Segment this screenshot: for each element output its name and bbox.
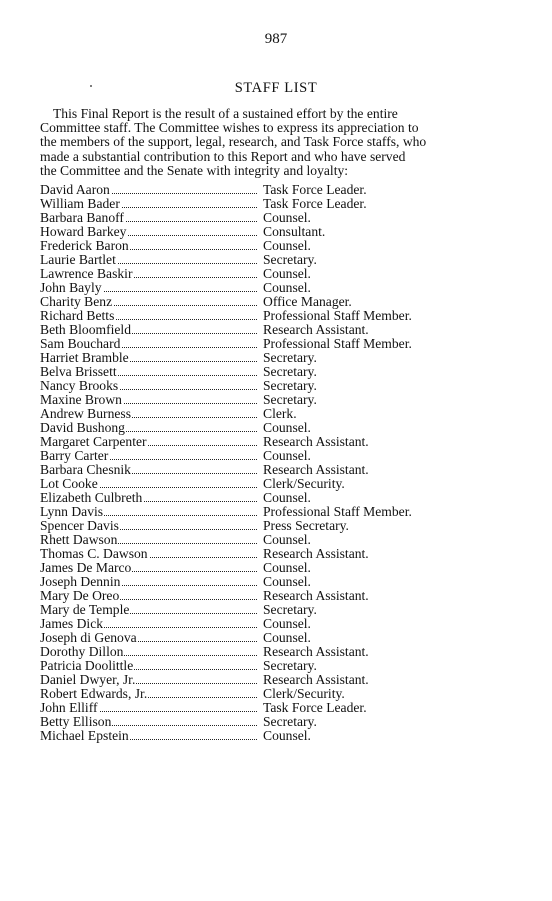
staff-row	[40, 225, 480, 239]
staff-role: Research Assistant.	[263, 462, 369, 477]
staff-name: Betty Ellison	[40, 714, 112, 729]
intro-line: made a substantial contribution to this Report and who have served	[40, 148, 406, 164]
staff-name: Frederick Baron	[40, 238, 129, 253]
staff-role: Counsel.	[263, 574, 311, 589]
staff-role: Counsel.	[263, 560, 311, 575]
staff-row	[40, 197, 480, 211]
staff-role: Research Assistant.	[263, 588, 369, 603]
staff-name: Lot Cooke	[40, 476, 98, 491]
staff-name: Daniel Dwyer, Jr.	[40, 672, 136, 687]
staff-name: Laurie Bartlet	[40, 252, 116, 267]
staff-row	[40, 351, 480, 365]
staff-role: Counsel.	[263, 728, 311, 743]
staff-row	[40, 323, 480, 337]
staff-role: Research Assistant.	[263, 644, 369, 659]
staff-row	[40, 295, 480, 309]
staff-name: Michael Epstein	[40, 728, 129, 743]
staff-role: Secretary.	[263, 364, 317, 379]
staff-row	[40, 491, 480, 505]
staff-role: Counsel.	[263, 490, 311, 505]
staff-role: Press Secretary.	[263, 518, 349, 533]
staff-name: Elizabeth Culbreth	[40, 490, 143, 505]
staff-role: Research Assistant.	[263, 546, 369, 561]
staff-role: Research Assistant.	[263, 672, 369, 687]
staff-role: Counsel.	[263, 280, 311, 295]
staff-row	[40, 715, 480, 729]
staff-role: Counsel.	[263, 630, 311, 645]
staff-name: Lynn Davis	[40, 504, 104, 519]
intro-line: This Final Report is the result of a sustained effort by the entire	[53, 106, 398, 121]
staff-role: Professional Staff Member.	[263, 308, 412, 323]
page-number: 987	[264, 31, 288, 47]
staff-row	[40, 435, 480, 449]
staff-name: John Bayly	[40, 280, 102, 295]
intro-line: the members of the support, legal, research, and Task Force staffs, who	[40, 134, 427, 150]
staff-role: Secretary.	[263, 602, 317, 617]
staff-name: James De Marco	[40, 560, 132, 575]
staff-row	[40, 533, 480, 547]
staff-role: Secretary.	[263, 658, 317, 673]
staff-role: Clerk.	[263, 406, 297, 421]
staff-name: Barry Carter	[40, 448, 109, 463]
staff-row	[40, 309, 480, 323]
staff-role: Consultant.	[263, 224, 326, 239]
staff-row	[40, 449, 480, 463]
intro-line: the Committee and the Senate with integrity and loyalty:	[40, 162, 349, 178]
staff-role: Secretary.	[263, 392, 317, 407]
staff-row	[40, 547, 480, 561]
staff-name: Howard Barkey	[40, 224, 127, 239]
staff-role: Secretary.	[263, 350, 317, 365]
staff-row	[40, 519, 480, 533]
staff-role: Secretary.	[263, 252, 317, 267]
staff-role: Task Force Leader.	[263, 182, 367, 197]
staff-name: Barbara Banoff	[40, 210, 124, 225]
staff-row	[40, 603, 480, 617]
staff-name: Margaret Carpenter	[40, 434, 147, 449]
staff-name: Robert Edwards, Jr.	[40, 686, 148, 701]
staff-row	[40, 239, 480, 253]
staff-row	[40, 701, 480, 715]
staff-role: Task Force Leader.	[263, 196, 367, 211]
staff-role: Counsel.	[263, 238, 311, 253]
staff-name: David Bushong	[40, 420, 125, 435]
intro-line: Committee staff. The Committee wishes to express its appreciation to	[40, 120, 419, 136]
staff-role: Counsel.	[263, 266, 311, 281]
staff-name: Joseph di Genova	[40, 630, 137, 645]
staff-name: Dorothy Dillon	[40, 644, 124, 659]
staff-row	[40, 393, 480, 407]
staff-name: John Elliff	[40, 700, 98, 715]
staff-name: Rhett Dawson	[40, 532, 118, 547]
staff-row	[40, 407, 480, 421]
staff-role: Office Manager.	[263, 294, 352, 309]
staff-name: Belva Brissett	[40, 364, 117, 379]
staff-row	[40, 575, 480, 589]
staff-role: Research Assistant.	[263, 434, 369, 449]
staff-name: Richard Betts	[40, 308, 115, 323]
staff-name: Beth Bloomfield	[40, 322, 131, 337]
staff-role: Counsel.	[263, 420, 311, 435]
staff-name: Thomas C. Dawson	[40, 546, 148, 561]
staff-name: Nancy Brooks	[40, 378, 119, 393]
staff-name: Joseph Dennin	[40, 574, 121, 589]
staff-row	[40, 645, 480, 659]
staff-name: Maxine Brown	[40, 392, 122, 407]
staff-row	[40, 687, 480, 701]
section-title: STAFF LIST	[234, 80, 318, 96]
staff-name: Patricia Doolittle	[40, 658, 134, 673]
staff-row	[40, 561, 480, 575]
staff-role: Professional Staff Member.	[263, 336, 412, 351]
staff-row	[40, 267, 480, 281]
staff-row	[40, 365, 480, 379]
staff-role: Secretary.	[263, 378, 317, 393]
staff-role: Counsel.	[263, 532, 311, 547]
staff-row	[40, 631, 480, 645]
staff-row	[40, 589, 480, 603]
staff-row	[40, 505, 480, 519]
staff-row	[40, 673, 480, 687]
staff-row	[40, 421, 480, 435]
staff-row	[40, 253, 480, 267]
staff-name: Spencer Davis	[40, 518, 119, 533]
staff-row	[40, 477, 480, 491]
staff-role: Task Force Leader.	[263, 700, 367, 715]
staff-name: William Bader	[40, 196, 120, 211]
staff-row	[40, 337, 480, 351]
staff-role: Professional Staff Member.	[263, 504, 412, 519]
staff-name: Charity Benz	[40, 294, 113, 309]
staff-row	[40, 211, 480, 225]
staff-name: Sam Bouchard	[40, 336, 121, 351]
staff-row	[40, 183, 480, 197]
staff-name: David Aaron	[40, 182, 110, 197]
staff-row	[40, 659, 480, 673]
staff-name: Andrew Burness	[40, 406, 131, 421]
staff-name: Harriet Bramble	[40, 350, 129, 365]
staff-name: Mary De Oreo	[40, 588, 120, 603]
staff-name: James Dick	[40, 616, 104, 631]
staff-row	[40, 617, 480, 631]
staff-row	[40, 729, 480, 743]
staff-name: Barbara Chesnik	[40, 462, 131, 477]
staff-name: Lawrence Baskir	[40, 266, 133, 281]
staff-row	[40, 463, 480, 477]
staff-role: Secretary.	[263, 714, 317, 729]
staff-list	[40, 183, 480, 743]
staff-row	[40, 281, 480, 295]
staff-role: Counsel.	[263, 210, 311, 225]
staff-role: Clerk/Security.	[263, 476, 345, 491]
staff-row	[40, 379, 480, 393]
intro-paragraph	[40, 107, 480, 178]
staff-role: Clerk/Security.	[263, 686, 345, 701]
staff-role: Research Assistant.	[263, 322, 369, 337]
staff-name: Mary de Temple	[40, 602, 130, 617]
staff-role: Counsel.	[263, 448, 311, 463]
staff-role: Counsel.	[263, 616, 311, 631]
